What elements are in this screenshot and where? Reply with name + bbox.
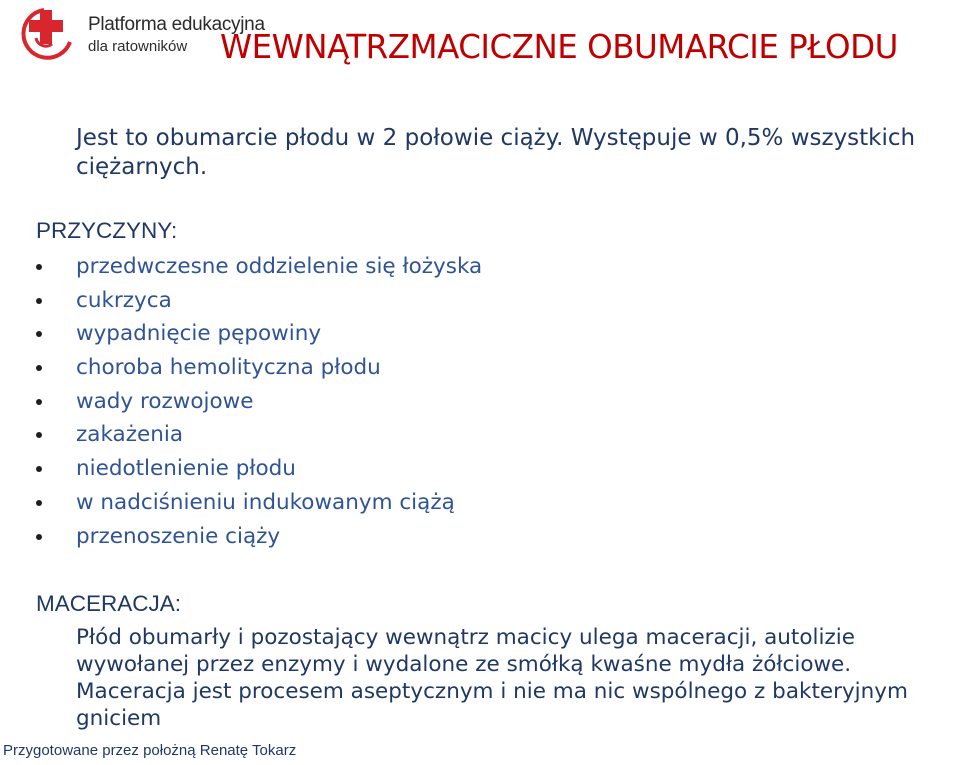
footer-author: Przygotowane przez położną Renatę Tokarz — [3, 742, 297, 759]
slide-title: WEWNĄTRZMACICZNE OBUMARCIE PŁODU — [220, 28, 898, 66]
list-item-label: wady rozwojowe — [76, 388, 254, 414]
list-item — [36, 387, 482, 421]
list-item-label: wypadnięcie pępowiny — [76, 321, 322, 347]
logo-line2: dla ratowników — [88, 38, 188, 55]
list-item-label: niedotlenienie płodu — [76, 456, 296, 482]
list-item-label: cukrzyca — [76, 287, 172, 313]
bullet-icon — [36, 399, 42, 405]
list-item-label: przedwczesne oddzielenie się łożyska — [76, 254, 483, 279]
list-item-label: w nadciśnieniu indukowanym ciążą — [76, 489, 455, 515]
bullet-icon — [36, 365, 42, 371]
logo-line1: Platforma edukacyjna — [88, 14, 265, 35]
list-item — [36, 319, 482, 353]
bullet-icon — [36, 298, 42, 304]
bullet-icon — [36, 534, 42, 540]
list-item — [36, 286, 482, 320]
list-item-label: zakażenia — [76, 422, 183, 448]
causes-heading: PRZYCZYNY: — [36, 218, 178, 243]
list-item-label: przenoszenie ciąży — [76, 523, 281, 549]
list-item — [36, 353, 482, 387]
list-item — [36, 454, 482, 488]
maceration-text: Płód obumarły i pozostający wewnątrz macicy ulega maceracji, autolizie wywołanej przez enzymy i wydalone ze smółką kwaśne mydła żółciowe. Maceracja jest procesem aseptycznym i nie ma nic wspólnego z bakteryjnym gniciem — [76, 625, 908, 731]
bullet-icon — [36, 264, 42, 270]
list-item — [36, 522, 482, 556]
list-item — [36, 252, 482, 286]
intro-text: Jest to obumarcie płodu w 2 połowie ciąży. Występuje w 0,5% wszystkich ciężarnych. — [76, 125, 916, 180]
bullet-icon — [36, 432, 42, 438]
bullet-icon — [36, 331, 42, 337]
maceration-heading: MACERACJA: — [36, 591, 182, 616]
bullet-icon — [36, 500, 42, 506]
red-cross-with-circle-icon — [14, 4, 78, 60]
list-item — [36, 420, 482, 454]
list-item — [36, 488, 482, 522]
causes-list — [36, 252, 482, 555]
bullet-icon — [36, 466, 42, 472]
list-item-label: choroba hemolityczna płodu — [76, 355, 381, 381]
